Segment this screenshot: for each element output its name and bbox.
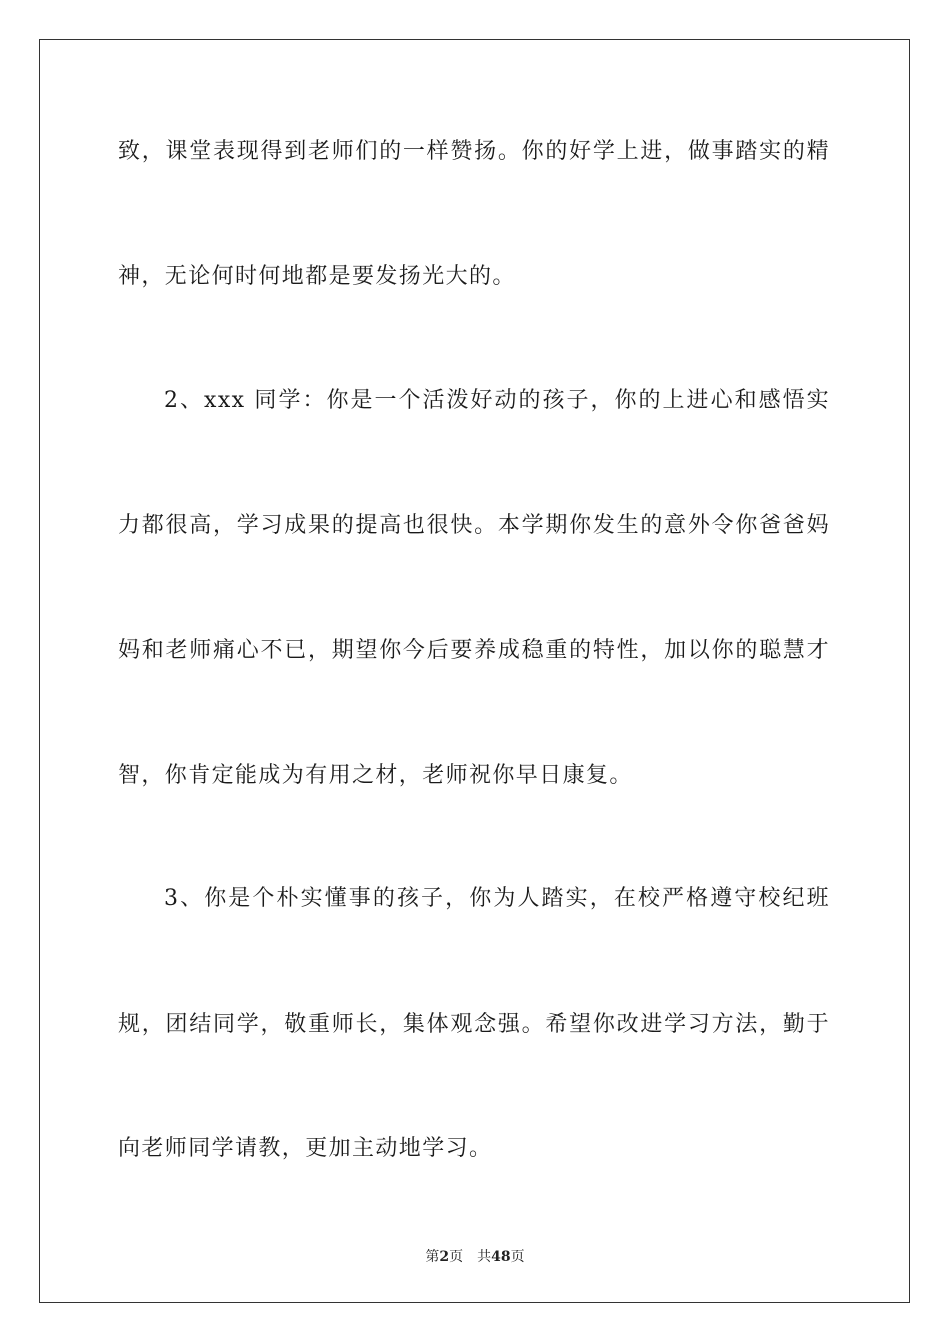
text-line: 力都很高，学习成果的提高也很快。本学期你发生的意外令你爸爸妈 [118,513,830,538]
total-prefix: 共 [477,1249,492,1265]
total-suffix: 页 [510,1249,525,1265]
page-prefix: 第 [425,1249,440,1265]
total-pages: 48 [491,1249,511,1265]
page-footer [0,1248,950,1266]
paragraph-start-line: 2、xxx 同学：你是一个活泼好动的孩子，你的上进心和感悟实 [164,388,830,413]
text-line: 神，无论何时何地都是要发扬光大的。 [118,264,516,289]
text-line: 妈和老师痛心不已，期望你今后要养成稳重的特性，加以你的聪慧才 [118,638,830,663]
text-line: 智，你肯定能成为有用之材，老师祝你早日康复。 [118,763,633,788]
page-border [39,39,910,1303]
page-suffix: 页 [449,1249,464,1265]
text-line: 向老师同学请教，更加主动地学习。 [118,1136,493,1161]
page-number: 2 [439,1249,450,1265]
paragraph-start-line: 3、你是个朴实懂事的孩子，你为人踏实，在校严格遵守校纪班 [164,886,830,911]
text-line: 规，团结同学，敬重师长，集体观念强。希望你改进学习方法，勤于 [118,1012,830,1037]
text-line: 致，课堂表现得到老师们的一样赞扬。你的好学上进，做事踏实的精 [118,139,830,164]
